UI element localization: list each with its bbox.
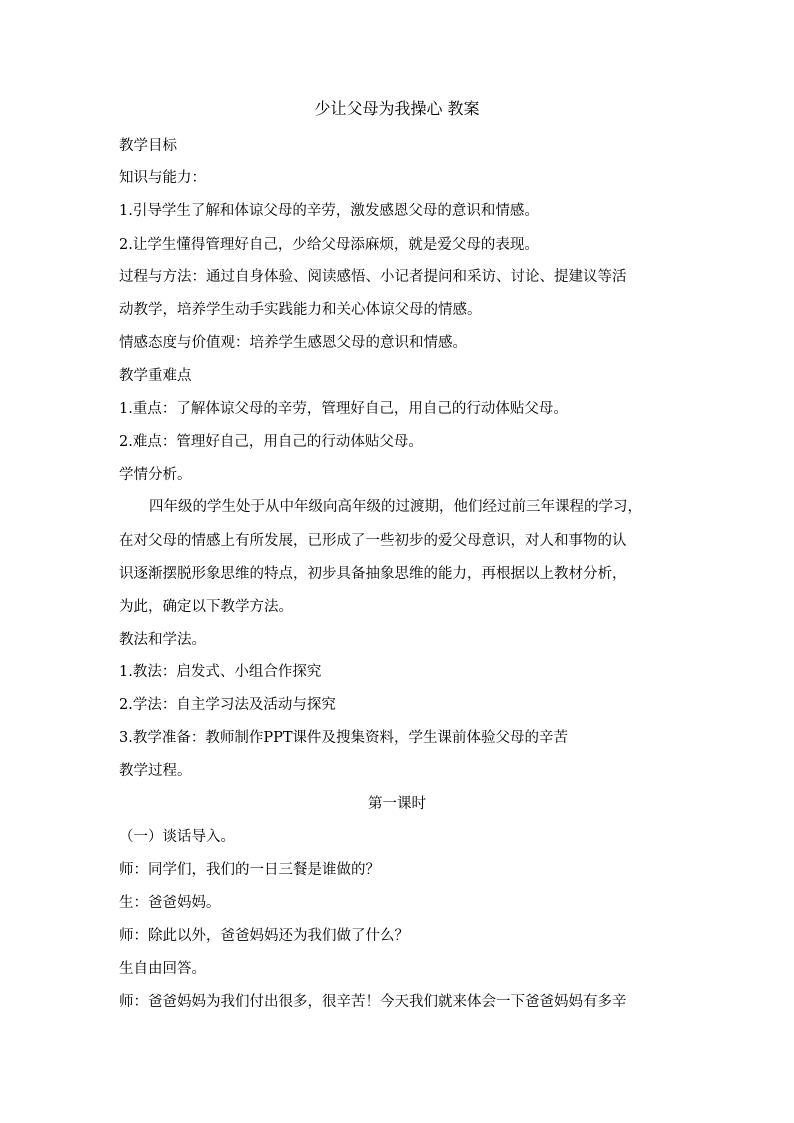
paragraph-line: 2.难点：管理好自己，用自己的行动体贴父母。 — [119, 434, 423, 450]
paragraph-line: 识逐渐摆脱形象思维的特点，初步具备抽象思维的能力，再根据以上教材分析， — [119, 566, 627, 582]
paragraph-line: 过程与方法：通过自身体验、阅读感悟、小记者提问和采访、讨论、提建议等活 — [119, 269, 627, 285]
paragraph-line: 情感态度与价值观：培养学生感恩父母的意识和情感。 — [119, 335, 467, 351]
heading-key-points: 教学重难点 — [119, 368, 192, 384]
paragraph-line: 1.引导学生了解和体谅父母的辛劳，激发感恩父母的意识和情感。 — [119, 203, 539, 219]
paragraph-line: 3.教学准备：教师制作PPT课件及搜集资料，学生课前体验父母的辛苦 — [119, 730, 569, 746]
section-heading-first-lesson: 第一课时 — [368, 796, 426, 812]
subheading-intro: （一）谈话导入。 — [119, 829, 235, 845]
heading-methods: 教法和学法。 — [119, 632, 206, 648]
paragraph-line: 动教学，培养学生动手实践能力和关心体谅父母的情感。 — [119, 302, 482, 318]
document-title: 少让父母为我操心 教案 — [314, 99, 480, 118]
paragraph-line: 1.重点：了解体谅父母的辛劳，管理好自己，用自己的行动体贴父母。 — [119, 401, 568, 417]
subheading-knowledge-ability: 知识与能力： — [119, 170, 206, 186]
paragraph-line: 1.教法：启发式、小组合作探究 — [119, 664, 322, 680]
paragraph-line: 师：爸爸妈妈为我们付出很多，很辛苦！今天我们就来体会一下爸爸妈妈有多辛 — [119, 994, 627, 1010]
heading-student-analysis: 学情分析。 — [119, 467, 192, 483]
paragraph-line: 2.让学生懂得管理好自己，少给父母添麻烦，就是爱父母的表现。 — [119, 237, 539, 253]
heading-teaching-goals: 教学目标 — [119, 138, 177, 154]
paragraph-line: 为此，确定以下教学方法。 — [119, 599, 293, 615]
paragraph-line: 生自由回答。 — [119, 961, 206, 977]
paragraph-line: 四年级的学生处于从中年级向高年级的过渡期，他们经过前三年课程的学习， — [149, 499, 642, 515]
paragraph-line: 生：爸爸妈妈。 — [119, 895, 221, 911]
heading-teaching-process: 教学过程。 — [119, 763, 192, 779]
paragraph-line: 2.学法：自主学习法及活动与探究 — [119, 697, 336, 713]
paragraph-line: 师：除此以外，爸爸妈妈还为我们做了什么？ — [119, 928, 409, 944]
paragraph-line: 在对父母的情感上有所发展，已形成了一些初步的爱父母意识，对人和事物的认 — [119, 533, 627, 549]
paragraph-line: 师：同学们，我们的一日三餐是谁做的？ — [119, 862, 380, 878]
